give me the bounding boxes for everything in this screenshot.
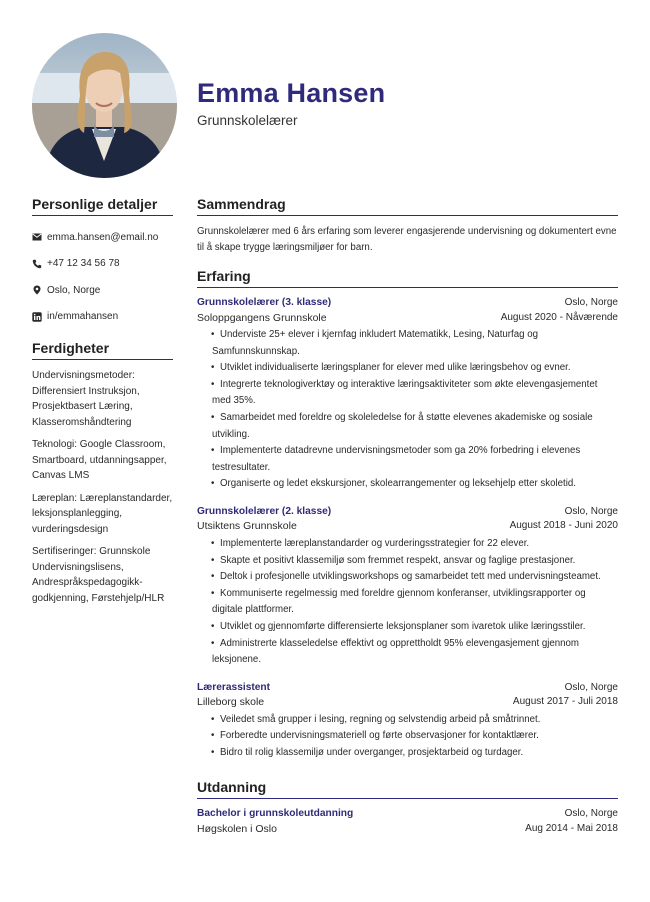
candidate-name: Emma Hansen bbox=[197, 78, 386, 108]
skill-item: Læreplan: Læreplanstandarder, leksjonsplanlegging, vurderingsdesign bbox=[32, 492, 173, 535]
job-company: Soloppgangens Grunnskole bbox=[197, 311, 327, 324]
job-bullet: • Skapte et positivt klassemiljø som fremmet respekt, ansvar og faglige prestasjoner. bbox=[212, 553, 618, 570]
job-dates: August 2017 - Juli 2018 bbox=[512, 696, 618, 708]
education-entry bbox=[197, 807, 618, 836]
job-company: Lilleborg skole bbox=[197, 696, 265, 709]
summary-title: Sammendrag bbox=[197, 196, 618, 216]
job-location: Oslo, Norge bbox=[564, 681, 618, 693]
job-entry bbox=[197, 296, 618, 493]
education-dates: Aug 2014 - Mai 2018 bbox=[525, 822, 618, 834]
job-title: Lærerassistent bbox=[197, 681, 271, 693]
job-bullet: • Utviklet individualiserte læringsplaner for elever med ulike læringsbehov og evner. bbox=[212, 360, 618, 377]
job-bullet: • Bidro til rolig klassemiljø under overganger, prosjektarbeid og turdager. bbox=[212, 745, 618, 762]
job-bullet: • Implementerte datadrevne undervisningsmetoder som ga 20% forbedring i elevenes testresultater. bbox=[212, 443, 618, 476]
profile-photo bbox=[32, 33, 177, 178]
summary-text: Grunnskolelærer med 6 års erfaring som leverer engasjerende undervisning og dokumentert evne til å skape trygge læringsmiljøer for barn. bbox=[197, 226, 617, 253]
skill-item: Sertifiseringer: Grunnskole Undervisningslisens, Andrespråkspedagogikk-godkjenning, Førstehjelp/HLR bbox=[32, 546, 165, 604]
contact-email[interactable] bbox=[32, 224, 173, 251]
job-bullet: • Veiledet små grupper i lesing, regning og selvstendig arbeid på småtrinnet. bbox=[212, 712, 618, 729]
job-dates: August 2018 - Juni 2020 bbox=[509, 520, 618, 532]
job-location: Oslo, Norge bbox=[564, 505, 618, 517]
job-bullet: • Utviklet og gjennomførte differensierte leksjonsplaner som ivaretok ulike læringsstiler. bbox=[212, 619, 618, 636]
job-entry bbox=[197, 681, 618, 762]
job-bullet: • Deltok i profesjonelle utviklingsworkshops og samarbeidet tett med undervisningsteamet. bbox=[212, 569, 618, 586]
contact-location bbox=[32, 277, 173, 304]
job-bullet: • Forberedte undervisningsmateriell og førte observasjoner for kontaktlærer. bbox=[212, 728, 618, 745]
candidate-role: Grunnskolelærer bbox=[197, 113, 298, 128]
location-icon bbox=[32, 285, 42, 295]
job-entry bbox=[197, 505, 618, 669]
job-bullet: • Samarbeidet med foreldre og skoleledelse for å støtte elevenes akademiske og sosiale utvikling. bbox=[212, 410, 618, 443]
left-column bbox=[32, 196, 173, 613]
phone-icon bbox=[32, 259, 42, 269]
job-bullet: • Administrerte klasseledelse effektivt og opprettholdt 95% elevengasjement gjennom leksjonene. bbox=[212, 636, 618, 669]
job-bullet: • Underviste 25+ elever i kjernfag inkludert Matematikk, Lesing, Naturfag og Samfunnskunnskap. bbox=[212, 327, 618, 360]
skill-item: Undervisningsmetoder: Differensiert Instruksjon, Prosjektbasert Læring, Klasseromshåndtering bbox=[32, 370, 140, 428]
job-title: Grunnskolelærer (2. klasse) bbox=[197, 505, 332, 517]
job-bullet: • Kommuniserte regelmessig med foreldre gjennom konferanser, utviklingsrapporter og digitale plattformer. bbox=[212, 586, 618, 619]
education-school: Høgskolen i Oslo bbox=[197, 822, 277, 835]
job-company: Utsiktens Grunnskole bbox=[197, 520, 297, 533]
contact-location-text: Oslo, Norge bbox=[47, 284, 101, 296]
skills-title: Ferdigheter bbox=[32, 340, 173, 360]
job-bullet: • Organiserte og ledet ekskursjoner, skolearrangementer og leksehjelp etter skoletid. bbox=[212, 476, 618, 493]
personal-details-title: Personlige detaljer bbox=[32, 196, 173, 216]
job-bullet: • Implementerte læreplanstandarder og vurderingsstrategier for 22 elever. bbox=[212, 536, 618, 553]
right-column bbox=[197, 196, 618, 848]
job-bullet: • Integrerte teknologiverktøy og interaktive læringsaktiviteter som økte elevengasjementet med 35%. bbox=[212, 377, 618, 410]
job-title: Grunnskolelærer (3. klasse) bbox=[197, 297, 332, 308]
linkedin-icon bbox=[32, 312, 42, 322]
contact-email-text: emma.hansen@email.no bbox=[47, 231, 159, 243]
education-location: Oslo, Norge bbox=[564, 808, 618, 820]
job-location: Oslo, Norge bbox=[564, 297, 618, 308]
contact-phone[interactable] bbox=[32, 251, 173, 278]
education-title: Utdanning bbox=[197, 779, 618, 799]
job-dates: August 2020 - Nåværende bbox=[500, 311, 618, 323]
contact-phone-text: +47 12 34 56 78 bbox=[47, 258, 120, 270]
contact-linkedin-text: in/emmahansen bbox=[47, 311, 119, 323]
education-degree: Bachelor i grunnskoleutdanning bbox=[197, 808, 354, 820]
skill-item: Teknologi: Google Classroom, Smartboard, utdanningsapper, Canvas LMS bbox=[32, 439, 167, 481]
contact-linkedin[interactable] bbox=[32, 304, 173, 331]
experience-title: Erfaring bbox=[197, 268, 618, 288]
mail-icon bbox=[32, 232, 42, 242]
